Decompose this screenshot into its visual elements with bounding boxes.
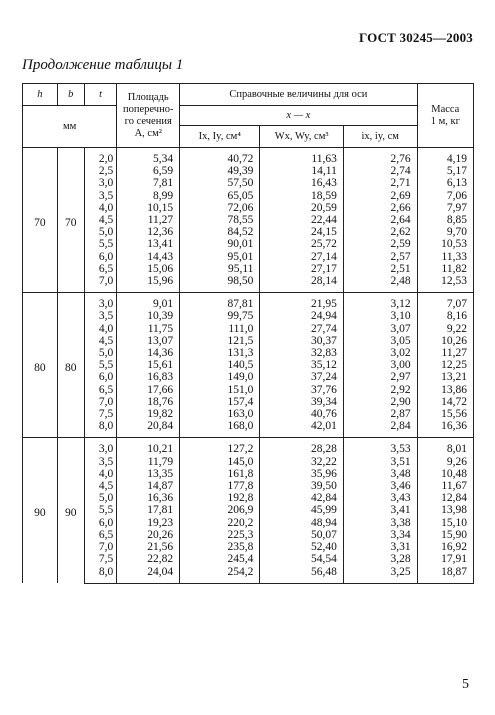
cell-area: 10,15	[117, 202, 180, 214]
cell-inertia: 95,11	[180, 263, 260, 275]
cell-t: 4,0	[84, 323, 117, 335]
cell-t: 3,0	[84, 438, 117, 456]
cell-section-modulus: 24,94	[260, 310, 343, 322]
cell-radius-gyration: 2,97	[343, 371, 417, 383]
cell-section-modulus: 30,37	[260, 335, 343, 347]
cell-area: 11,75	[117, 323, 180, 335]
cell-t: 7,5	[84, 408, 117, 420]
cell-mass: 10,26	[417, 335, 473, 347]
cell-area: 11,79	[117, 456, 180, 468]
cell-section-modulus: 28,14	[260, 275, 343, 293]
cell-inertia: 121,5	[180, 335, 260, 347]
cell-inertia: 87,81	[180, 293, 260, 311]
cell-section-modulus: 32,83	[260, 347, 343, 359]
table-header	[23, 84, 474, 148]
cell-section-modulus: 37,24	[260, 371, 343, 383]
cell-h: 80	[23, 293, 58, 438]
cell-radius-gyration: 3,02	[343, 347, 417, 359]
cell-radius-gyration: 3,53	[343, 438, 417, 456]
cell-inertia: 235,8	[180, 541, 260, 553]
cell-section-modulus: 35,12	[260, 359, 343, 371]
cell-t: 5,5	[84, 504, 117, 516]
cell-section-modulus: 54,54	[260, 553, 343, 565]
cell-inertia: 98,50	[180, 275, 260, 293]
cell-section-modulus: 32,22	[260, 456, 343, 468]
table-row	[23, 335, 474, 347]
cell-h: 70	[23, 148, 58, 293]
cell-radius-gyration: 3,51	[343, 456, 417, 468]
table-row	[23, 293, 474, 311]
cell-mass: 12,53	[417, 275, 473, 293]
cell-mass: 8,01	[417, 438, 473, 456]
cell-section-modulus: 37,76	[260, 384, 343, 396]
table-row	[23, 202, 474, 214]
cell-mass: 6,13	[417, 177, 473, 189]
cell-area: 24,04	[117, 566, 180, 584]
cell-mass: 17,91	[417, 553, 473, 565]
cell-radius-gyration: 2,66	[343, 202, 417, 214]
cell-section-modulus: 20,59	[260, 202, 343, 214]
cell-t: 6,5	[84, 263, 117, 275]
table-row	[23, 263, 474, 275]
cell-area: 19,82	[117, 408, 180, 420]
header-mass: Масса 1 м, кг	[417, 84, 473, 148]
cell-inertia: 254,2	[180, 566, 260, 584]
table-row	[23, 251, 474, 263]
table-row	[23, 408, 474, 420]
cell-section-modulus: 45,99	[260, 504, 343, 516]
cell-radius-gyration: 2,62	[343, 226, 417, 238]
cell-radius-gyration: 2,92	[343, 384, 417, 396]
cell-t: 4,0	[84, 202, 117, 214]
table-row	[23, 190, 474, 202]
cell-radius-gyration: 2,84	[343, 420, 417, 438]
table-row	[23, 438, 474, 456]
cell-radius-gyration: 3,00	[343, 359, 417, 371]
cell-mass: 9,26	[417, 456, 473, 468]
cell-radius-gyration: 3,43	[343, 492, 417, 504]
cell-section-modulus: 27,14	[260, 251, 343, 263]
cell-area: 9,01	[117, 293, 180, 311]
cell-b: 70	[57, 148, 84, 293]
table-row	[23, 456, 474, 468]
cell-radius-gyration: 3,10	[343, 310, 417, 322]
cell-area: 15,06	[117, 263, 180, 275]
cell-mass: 14,72	[417, 396, 473, 408]
cell-inertia: 49,39	[180, 165, 260, 177]
cell-inertia: 220,2	[180, 517, 260, 529]
header-section-modulus: Wx, Wy, см³	[260, 126, 343, 148]
cell-mass: 10,48	[417, 468, 473, 480]
cell-t: 7,5	[84, 553, 117, 565]
table-row	[23, 541, 474, 553]
cell-section-modulus: 42,01	[260, 420, 343, 438]
cell-t: 8,0	[84, 566, 117, 584]
cell-t: 4,5	[84, 480, 117, 492]
cell-radius-gyration: 2,69	[343, 190, 417, 202]
cell-t: 5,0	[84, 347, 117, 359]
cell-t: 3,5	[84, 190, 117, 202]
cell-area: 18,76	[117, 396, 180, 408]
cell-inertia: 149,0	[180, 371, 260, 383]
cell-mass: 16,36	[417, 420, 473, 438]
cell-mass: 13,86	[417, 384, 473, 396]
cell-mass: 7,07	[417, 293, 473, 311]
table-row	[23, 323, 474, 335]
cell-radius-gyration: 2,90	[343, 396, 417, 408]
cell-area: 14,43	[117, 251, 180, 263]
cell-radius-gyration: 2,51	[343, 263, 417, 275]
cell-area: 15,61	[117, 359, 180, 371]
cell-b: 80	[57, 293, 84, 438]
cell-mass: 11,82	[417, 263, 473, 275]
cell-inertia: 95,01	[180, 251, 260, 263]
cell-inertia: 206,9	[180, 504, 260, 516]
cell-inertia: 111,0	[180, 323, 260, 335]
cell-section-modulus: 39,34	[260, 396, 343, 408]
cell-t: 4,5	[84, 335, 117, 347]
cell-inertia: 40,72	[180, 148, 260, 166]
header-radius-gyration: ix, iy, см	[343, 126, 417, 148]
cell-radius-gyration: 3,46	[343, 480, 417, 492]
header-area: Площадь поперечно- го сечения A, см²	[117, 84, 180, 148]
header-units-mm: мм	[23, 106, 117, 148]
table-row	[23, 359, 474, 371]
cell-section-modulus: 50,07	[260, 529, 343, 541]
cell-area: 19,23	[117, 517, 180, 529]
cell-t: 5,0	[84, 226, 117, 238]
cell-t: 5,5	[84, 238, 117, 250]
cell-radius-gyration: 3,31	[343, 541, 417, 553]
cell-inertia: 57,50	[180, 177, 260, 189]
cell-area: 21,56	[117, 541, 180, 553]
table-row	[23, 480, 474, 492]
cell-t: 6,0	[84, 517, 117, 529]
cell-t: 4,0	[84, 468, 117, 480]
cell-radius-gyration: 2,71	[343, 177, 417, 189]
cell-mass: 8,85	[417, 214, 473, 226]
cell-inertia: 161,8	[180, 468, 260, 480]
properties-table	[22, 83, 474, 584]
cell-inertia: 127,2	[180, 438, 260, 456]
cell-section-modulus: 39,50	[260, 480, 343, 492]
cell-radius-gyration: 2,48	[343, 275, 417, 293]
cell-radius-gyration: 3,28	[343, 553, 417, 565]
cell-inertia: 90,01	[180, 238, 260, 250]
cell-mass: 10,53	[417, 238, 473, 250]
cell-section-modulus: 40,76	[260, 408, 343, 420]
cell-area: 22,82	[117, 553, 180, 565]
cell-mass: 8,16	[417, 310, 473, 322]
cell-t: 6,0	[84, 371, 117, 383]
cell-mass: 4,19	[417, 148, 473, 166]
cell-area: 17,66	[117, 384, 180, 396]
cell-b: 90	[57, 438, 84, 583]
cell-inertia: 177,8	[180, 480, 260, 492]
cell-radius-gyration: 2,87	[343, 408, 417, 420]
cell-mass: 5,17	[417, 165, 473, 177]
table-caption: Продолжение таблицы 1	[22, 57, 184, 73]
cell-mass: 12,84	[417, 492, 473, 504]
cell-section-modulus: 22,44	[260, 214, 343, 226]
cell-radius-gyration: 3,07	[343, 323, 417, 335]
table-row	[23, 148, 474, 166]
cell-section-modulus: 27,17	[260, 263, 343, 275]
table-row	[23, 566, 474, 584]
cell-radius-gyration: 2,76	[343, 148, 417, 166]
table-row	[23, 420, 474, 438]
cell-mass: 18,87	[417, 566, 473, 584]
table-row	[23, 177, 474, 189]
cell-section-modulus: 56,48	[260, 566, 343, 584]
table-row	[23, 371, 474, 383]
cell-mass: 7,97	[417, 202, 473, 214]
cell-mass: 13,21	[417, 371, 473, 383]
table-row	[23, 504, 474, 516]
cell-inertia: 225,3	[180, 529, 260, 541]
cell-mass: 11,33	[417, 251, 473, 263]
cell-area: 15,96	[117, 275, 180, 293]
cell-inertia: 168,0	[180, 420, 260, 438]
cell-t: 5,0	[84, 492, 117, 504]
header-axis: x — x	[180, 106, 417, 126]
cell-inertia: 65,05	[180, 190, 260, 202]
cell-section-modulus: 52,40	[260, 541, 343, 553]
cell-radius-gyration: 3,41	[343, 504, 417, 516]
cell-t: 2,0	[84, 148, 117, 166]
cell-area: 20,84	[117, 420, 180, 438]
cell-radius-gyration: 3,12	[343, 293, 417, 311]
cell-mass: 13,98	[417, 504, 473, 516]
cell-t: 6,0	[84, 251, 117, 263]
cell-t: 4,5	[84, 214, 117, 226]
cell-area: 14,36	[117, 347, 180, 359]
cell-section-modulus: 25,72	[260, 238, 343, 250]
table-row	[23, 347, 474, 359]
cell-t: 5,5	[84, 359, 117, 371]
header-b: b	[57, 84, 84, 106]
cell-mass: 15,56	[417, 408, 473, 420]
cell-inertia: 192,8	[180, 492, 260, 504]
cell-t: 7,0	[84, 396, 117, 408]
cell-section-modulus: 28,28	[260, 438, 343, 456]
cell-section-modulus: 27,74	[260, 323, 343, 335]
cell-area: 17,81	[117, 504, 180, 516]
cell-area: 10,39	[117, 310, 180, 322]
table-row	[23, 553, 474, 565]
table-row	[23, 275, 474, 293]
cell-section-modulus: 16,43	[260, 177, 343, 189]
table-row	[23, 226, 474, 238]
cell-mass: 11,67	[417, 480, 473, 492]
cell-radius-gyration: 3,48	[343, 468, 417, 480]
cell-t: 6,5	[84, 384, 117, 396]
cell-t: 2,5	[84, 165, 117, 177]
cell-inertia: 163,0	[180, 408, 260, 420]
cell-radius-gyration: 3,34	[343, 529, 417, 541]
cell-t: 3,0	[84, 177, 117, 189]
cell-t: 8,0	[84, 420, 117, 438]
cell-inertia: 131,3	[180, 347, 260, 359]
table-row	[23, 492, 474, 504]
cell-mass: 15,10	[417, 517, 473, 529]
cell-t: 6,5	[84, 529, 117, 541]
cell-t: 3,5	[84, 456, 117, 468]
cell-inertia: 145,0	[180, 456, 260, 468]
page-number: 5	[462, 677, 469, 692]
cell-section-modulus: 18,59	[260, 190, 343, 202]
table-row	[23, 214, 474, 226]
header-reference-values: Справочные величины для оси	[180, 84, 417, 106]
table-row	[23, 238, 474, 250]
cell-area: 13,07	[117, 335, 180, 347]
cell-mass: 16,92	[417, 541, 473, 553]
cell-inertia: 245,4	[180, 553, 260, 565]
cell-section-modulus: 24,15	[260, 226, 343, 238]
cell-inertia: 84,52	[180, 226, 260, 238]
table-row	[23, 517, 474, 529]
cell-mass: 15,90	[417, 529, 473, 541]
cell-radius-gyration: 2,64	[343, 214, 417, 226]
cell-radius-gyration: 3,05	[343, 335, 417, 347]
cell-inertia: 78,55	[180, 214, 260, 226]
table-row	[23, 384, 474, 396]
cell-inertia: 72,06	[180, 202, 260, 214]
cell-radius-gyration: 2,59	[343, 238, 417, 250]
cell-area: 16,36	[117, 492, 180, 504]
cell-area: 16,83	[117, 371, 180, 383]
cell-mass: 11,27	[417, 347, 473, 359]
cell-h: 90	[23, 438, 58, 583]
cell-inertia: 151,0	[180, 384, 260, 396]
cell-inertia: 99,75	[180, 310, 260, 322]
cell-area: 10,21	[117, 438, 180, 456]
header-inertia: Ix, Iy, см⁴	[180, 126, 260, 148]
cell-section-modulus: 42,84	[260, 492, 343, 504]
table-row	[23, 468, 474, 480]
cell-area: 13,41	[117, 238, 180, 250]
cell-section-modulus: 48,94	[260, 517, 343, 529]
cell-area: 12,36	[117, 226, 180, 238]
header-t: t	[84, 84, 117, 106]
cell-radius-gyration: 2,74	[343, 165, 417, 177]
cell-t: 7,0	[84, 541, 117, 553]
cell-mass: 9,22	[417, 323, 473, 335]
cell-area: 13,35	[117, 468, 180, 480]
cell-section-modulus: 21,95	[260, 293, 343, 311]
cell-area: 5,34	[117, 148, 180, 166]
table-row	[23, 529, 474, 541]
cell-mass: 7,06	[417, 190, 473, 202]
table-row	[23, 310, 474, 322]
cell-section-modulus: 11,63	[260, 148, 343, 166]
cell-area: 20,26	[117, 529, 180, 541]
table-row	[23, 396, 474, 408]
cell-mass: 9,70	[417, 226, 473, 238]
cell-t: 3,5	[84, 310, 117, 322]
cell-inertia: 140,5	[180, 359, 260, 371]
cell-inertia: 157,4	[180, 396, 260, 408]
cell-t: 3,0	[84, 293, 117, 311]
cell-mass: 12,25	[417, 359, 473, 371]
cell-area: 14,87	[117, 480, 180, 492]
cell-area: 11,27	[117, 214, 180, 226]
cell-radius-gyration: 3,25	[343, 566, 417, 584]
cell-area: 7,81	[117, 177, 180, 189]
cell-section-modulus: 14,11	[260, 165, 343, 177]
table-body	[23, 148, 474, 584]
cell-radius-gyration: 2,57	[343, 251, 417, 263]
cell-area: 6,59	[117, 165, 180, 177]
table-row	[23, 165, 474, 177]
standard-number: ГОСТ 30245—2003	[358, 30, 473, 45]
cell-t: 7,0	[84, 275, 117, 293]
cell-area: 8,99	[117, 190, 180, 202]
cell-section-modulus: 35,96	[260, 468, 343, 480]
header-h: h	[23, 84, 58, 106]
cell-radius-gyration: 3,38	[343, 517, 417, 529]
